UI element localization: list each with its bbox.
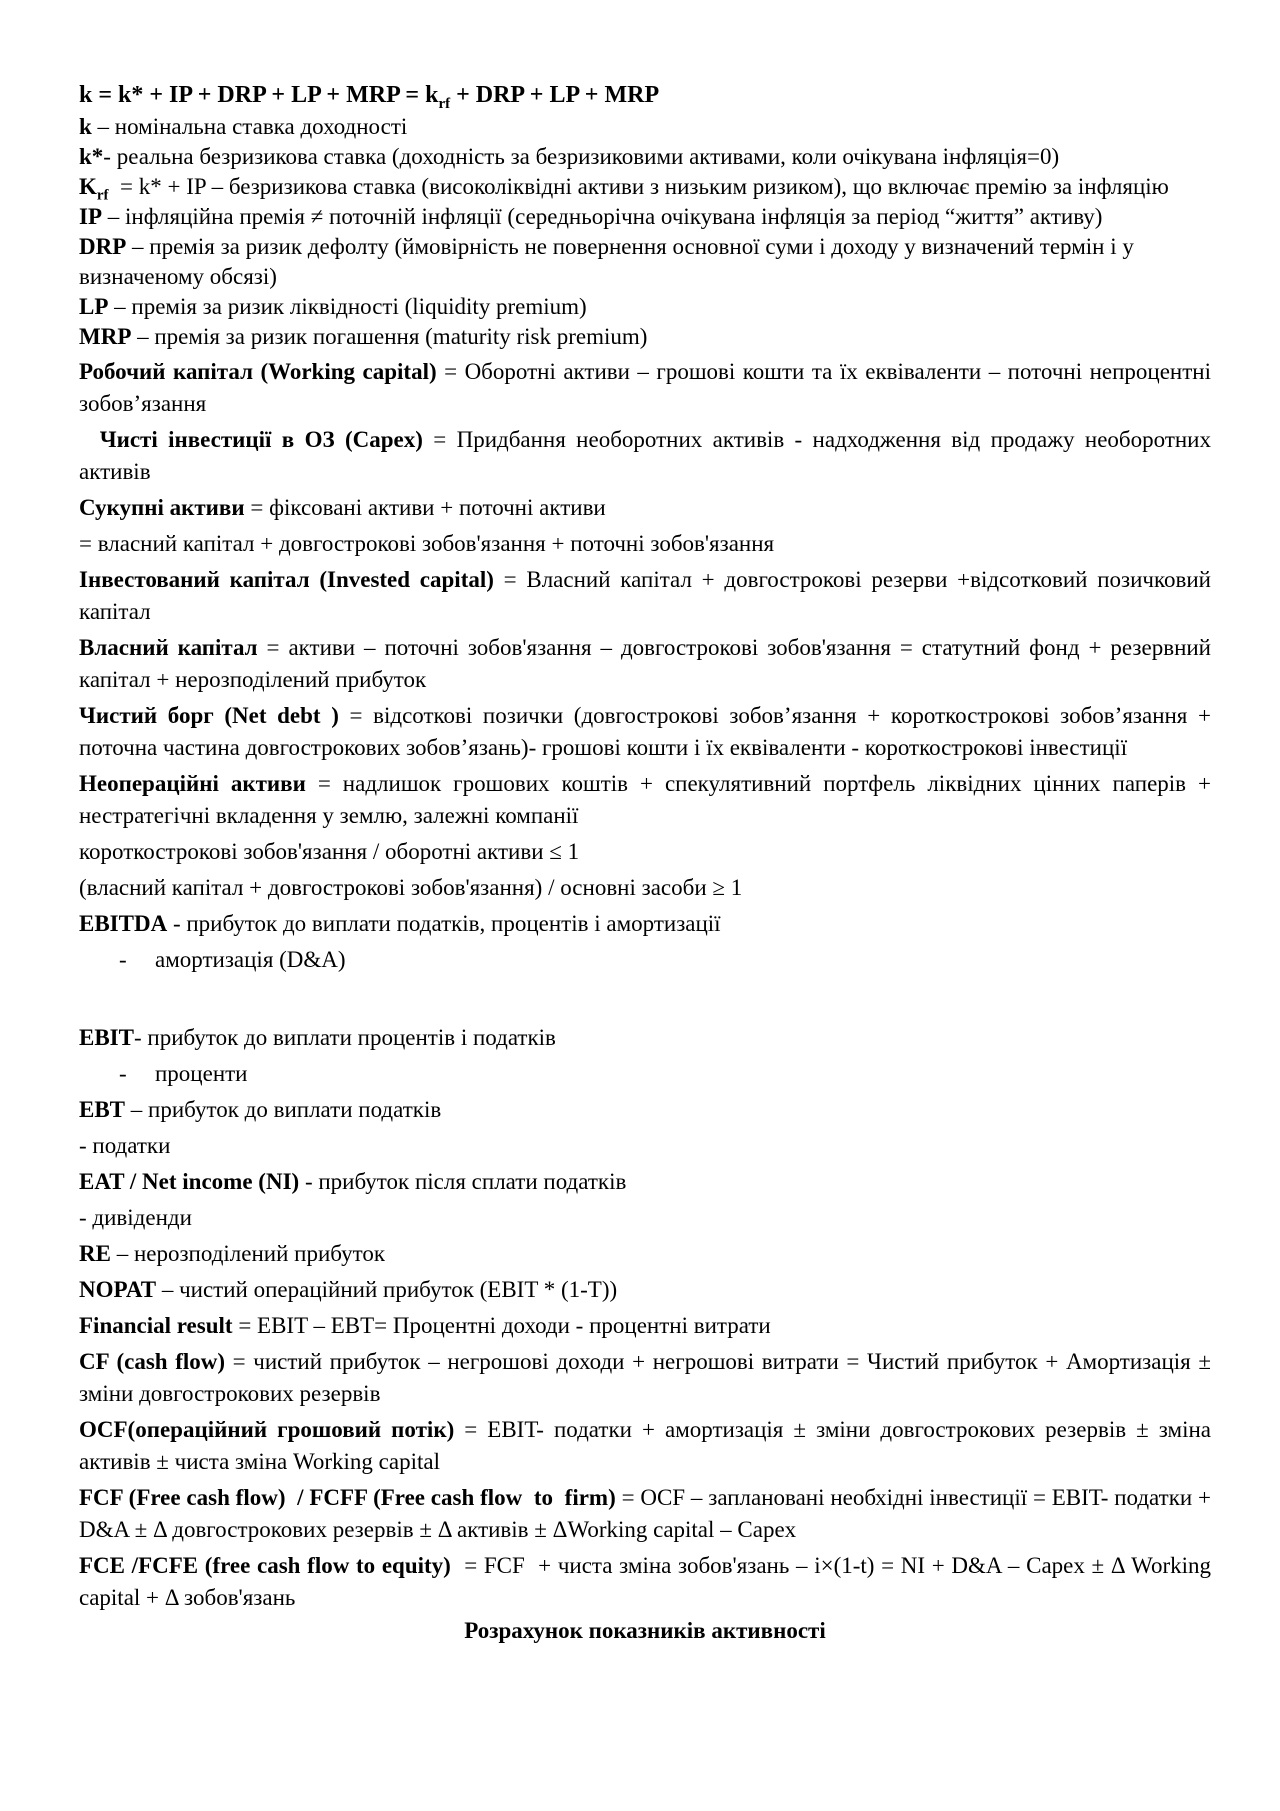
term: DRP bbox=[79, 234, 127, 259]
formula-line bbox=[79, 980, 1211, 1018]
term: Financial result bbox=[79, 1313, 233, 1338]
formula-line bbox=[79, 836, 1211, 868]
formula-line bbox=[79, 1094, 1211, 1126]
definition: - прибуток після сплати податків bbox=[299, 1169, 627, 1194]
formula-line bbox=[79, 700, 1217, 764]
definition: = FCF + чиста зміна зобов'язань – i×(1-t) = NI + D&A – Capex ± Δ Working capital + Δ зобов'язань bbox=[79, 1553, 1217, 1610]
term: MRP bbox=[79, 324, 132, 349]
definition: = надлишок грошових коштів + спекулятивний портфель ліквідних цінних паперів + нестратегічні вкладення у землю, залежні компанії bbox=[79, 771, 1217, 828]
definition: - прибуток до виплати податків, процентів і амортизації bbox=[167, 911, 721, 936]
formula-line bbox=[79, 1550, 1217, 1614]
term: Чистий борг (Net debt ) bbox=[79, 703, 339, 728]
formula-line bbox=[79, 1058, 1211, 1090]
term: k bbox=[79, 114, 92, 139]
definition: = фіксовані активи + поточні активи bbox=[244, 495, 606, 520]
formula-line bbox=[79, 424, 1217, 488]
definition: = Придбання необоротних активів - надходження від продажу необоротних активів bbox=[79, 427, 1217, 484]
definition: = Оборотні активи – грошові кошти та їх еквіваленти – поточні непроцентні зобов’язання bbox=[79, 359, 1217, 416]
term: k = k* + IP + DRP + LP + MRP = k bbox=[79, 82, 439, 108]
formula-list bbox=[79, 78, 1217, 1614]
formula-line bbox=[79, 202, 1211, 232]
term: OCF(операційний грошовий потік) bbox=[79, 1417, 455, 1442]
formula-line bbox=[79, 908, 1211, 940]
definition: короткострокові зобов'язання / оборотні активи ≤ 1 bbox=[79, 839, 580, 864]
definition: = k* + IP – безризикова ставка (високоліквідні активи з низьким ризиком), що включає премію за інфляцію bbox=[108, 174, 1169, 199]
formula-line bbox=[79, 1238, 1211, 1270]
term: EBIT bbox=[79, 1025, 134, 1050]
term: CF (cash flow) bbox=[79, 1349, 226, 1374]
term-continued: + DRP + LP + MRP bbox=[450, 82, 660, 108]
definition: = OCF – заплановані необхідні інвестиції = EBIT- податки + D&A ± Δ довгострокових резервів ± Δ активів ± ΔWorking capital – Capex bbox=[79, 1485, 1217, 1542]
subscript: rf bbox=[96, 187, 109, 204]
term: Неопераційні активи bbox=[79, 771, 306, 796]
definition: – прибуток до виплати податків bbox=[125, 1097, 442, 1122]
formula-line bbox=[79, 356, 1217, 420]
definition: - податки bbox=[79, 1133, 171, 1158]
term: NOPAT bbox=[79, 1277, 157, 1302]
formula-line bbox=[79, 1022, 1211, 1054]
formula-line bbox=[79, 492, 1211, 524]
definition: амортизація (D&A) bbox=[155, 947, 346, 972]
definition: – інфляційна премія ≠ поточній інфляції (середньорічна очікувана інфляція за період “життя” активу) bbox=[102, 204, 1103, 229]
bullet-dash: - bbox=[119, 1061, 127, 1086]
formula-line bbox=[79, 872, 1211, 904]
formula-line bbox=[79, 172, 1211, 202]
formula-line bbox=[79, 1346, 1217, 1410]
term: Чисті інвестиції в ОЗ (Capex) bbox=[79, 427, 423, 452]
section-title: Розрахунок показників активності bbox=[464, 1618, 826, 1643]
definition: – номінальна ставка доходності bbox=[91, 114, 408, 139]
formula-line bbox=[79, 322, 1211, 352]
formula-line bbox=[79, 1130, 1211, 1162]
definition: – премія за ризик ліквідності (liquidity premium) bbox=[108, 294, 587, 319]
formula-line bbox=[79, 528, 1211, 560]
formula-line bbox=[79, 1274, 1211, 1306]
definition: – чистий операційний прибуток (EBIT * (1-T)) bbox=[156, 1277, 618, 1302]
term: IP bbox=[79, 204, 102, 229]
formula-line bbox=[79, 1166, 1211, 1198]
formula-line bbox=[79, 142, 1211, 172]
formula-line bbox=[79, 768, 1217, 832]
term: RE bbox=[79, 1241, 111, 1266]
formula-line bbox=[79, 1414, 1217, 1478]
definition: – нерозподілений прибуток bbox=[110, 1241, 386, 1266]
definition: = відсоткові позички (довгострокові зобов’язання + короткострокові зобов’язання + поточна частина довгострокових зобов’язань)- грошові кошти і їх еквіваленти - короткострокові інвестиції bbox=[79, 703, 1217, 760]
term: Власний капітал bbox=[79, 635, 258, 660]
formula-line bbox=[79, 292, 1211, 322]
subscript: rf bbox=[438, 95, 451, 112]
formula-line bbox=[79, 1310, 1211, 1342]
definition: - дивіденди bbox=[79, 1205, 192, 1230]
term: EBT bbox=[79, 1097, 126, 1122]
term: FCE /FCFE (free cash flow to equity) bbox=[79, 1553, 451, 1578]
definition: = чистий прибуток – негрошові доходи + негрошові витрати = Чистий прибуток + Амортизація ± зміни довгострокових резервів bbox=[79, 1349, 1217, 1406]
definition: = Власний капітал + довгострокові резерви +відсотковий позичковий капітал bbox=[79, 567, 1217, 624]
definition: - прибуток до виплати процентів і податків bbox=[133, 1025, 556, 1050]
definition: – премія за ризик дефолту (ймовірність не повернення основної суми і доходу у визначений термін і у визначеному обсязі) bbox=[79, 234, 1140, 289]
term: EAT / Net income (NI) bbox=[79, 1169, 300, 1194]
definition: = EBIT – EBT= Процентні доходи - процентні витрати bbox=[232, 1313, 771, 1338]
definition: = власний капітал + довгострокові зобов'язання + поточні зобов'язання bbox=[79, 531, 775, 556]
definition: – премія за ризик погашення (maturity risk premium) bbox=[131, 324, 648, 349]
document-page bbox=[79, 78, 1217, 1646]
definition: - реальна безризикова ставка (доходність за безризиковими активами, коли очікувана інфляція=0) bbox=[103, 144, 1060, 169]
term: Сукупні активи bbox=[79, 495, 245, 520]
formula-line bbox=[79, 232, 1211, 292]
formula-line bbox=[79, 1482, 1217, 1546]
term: EBITDA bbox=[79, 911, 168, 936]
definition: = активи – поточні зобов'язання – довгострокові зобов'язання = статутний фонд + резервний капітал + нерозподілений прибуток bbox=[79, 635, 1217, 692]
formula-line bbox=[79, 78, 1211, 112]
formula-line bbox=[79, 632, 1217, 696]
term: Інвестований капітал (Invested capital) bbox=[79, 567, 494, 592]
formula-line bbox=[79, 564, 1217, 628]
definition: проценти bbox=[155, 1061, 248, 1086]
definition: = EBIT- податки + амортизація ± зміни довгострокових резервів ± зміна активів ± чиста зміна Working capital bbox=[79, 1417, 1217, 1474]
term: Робочий капітал (Working capital) bbox=[79, 359, 437, 384]
formula-line bbox=[79, 112, 1211, 142]
term: FCF (Free cash flow) / FCFF (Free cash flow to firm) bbox=[79, 1485, 616, 1510]
term: K bbox=[79, 174, 97, 199]
bullet-dash: - bbox=[119, 947, 127, 972]
term: k* bbox=[79, 144, 104, 169]
formula-line bbox=[79, 944, 1211, 976]
definition: (власний капітал + довгострокові зобов'язання) / основні засоби ≥ 1 bbox=[79, 875, 743, 900]
term: LP bbox=[79, 294, 109, 319]
formula-line bbox=[79, 1202, 1211, 1234]
